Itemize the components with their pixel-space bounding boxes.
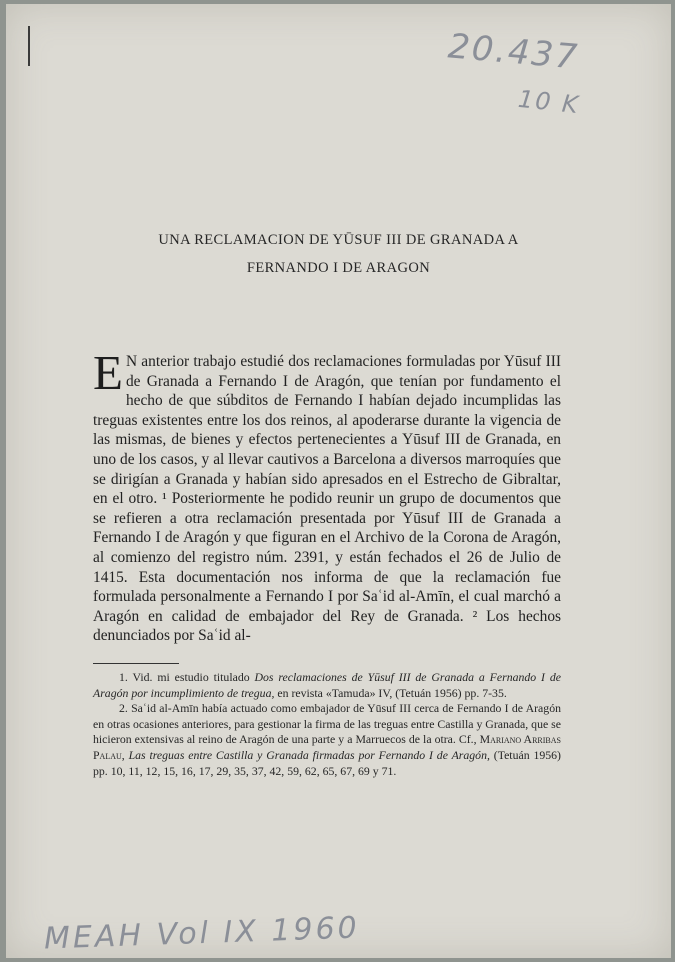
footnote-1-work: Dos reclamaciones de Yūsuf III de Granada a Fernando I de Aragón por incumplimiento de tregua,: [93, 670, 561, 700]
pencil-code: 10 K: [516, 84, 582, 120]
document-page: [6, 4, 671, 958]
body-text: N anterior trabajo estudié dos reclamaciones formuladas por Yūsuf III de Granada a Fernando I de Aragón, que tenían por fundamento el hecho de que súbditos de Fernando I habían dejado incumplidas las treguas existentes entre los dos reinos, al apoderarse durante la vigencia de las mismas, de bienes y efectos pertenecientes a Yūsuf III de Granada, en uno de los casos, y al llevar cautivos a Barcelona a diversos marroquíes que se dirigían a Granada y habían sido apresados en el Estrecho de Gibraltar, en el otro. ¹ Posteriormente he podido reunir un grupo de documentos que se refieren a otra reclamación presentada por Yūsuf III de Granada a Fernando I de Aragón y que figuran en el Archivo de la Corona de Aragón, al comienzo del registro núm. 2391, y están fechados el 26 de Julio de 1415. Esta documentación nos informa de que la reclamación fue formulada personalmente a Fernando I por Saʿid al-Amīn, el cual marchó a Aragón en calidad de embajador del Rey de Granada. ² Los hechos denunciados por Saʿid al-: [93, 353, 561, 645]
footnote-1-source: en revista «Tamuda» IV, (Tetuán 1956) pp. 7-35.: [274, 685, 507, 700]
footnote-2-pages: (Tetuán 1956) pp. 10, 11, 12, 15, 16, 17, 29, 35, 37, 42, 59, 62, 65, 67, 69 y 71.: [93, 747, 561, 778]
title-line-2: FERNANDO I DE ARAGON: [246, 260, 431, 276]
footnote-2: [93, 701, 561, 779]
footnote-rule: [93, 663, 179, 664]
footnote-1-text: 1. Vid. mi estudio titulado: [119, 670, 255, 684]
footnote-2-author: Mariano Arribas Palau,: [93, 732, 561, 762]
title-line-1: UNA RECLAMACION DE YŪSUF III DE GRANADA A: [158, 232, 519, 248]
pencil-reference: MEAH Vol IX 1960: [43, 910, 361, 957]
footnote-2-work: Las treguas entre Castilla y Granada firmadas por Fernando I de Aragón,: [124, 747, 490, 762]
pencil-number: 20.437: [446, 26, 581, 78]
body-paragraph: [93, 345, 561, 646]
footnote-1: [93, 670, 561, 701]
footnotes: [93, 670, 561, 779]
drop-cap: E: [93, 345, 123, 400]
margin-mark: [28, 26, 30, 66]
footnote-2-text: 2. Saʿid al-Amīn había actuado como embajador de Yūsuf III cerca de Fernando I de Aragón en otras ocasiones anteriores, para gestionar la firma de las treguas entre Castilla y Granada, que se hicieron extensivas al reino de Aragón de una parte y a Marruecos de la otra. Cf.,: [93, 701, 561, 747]
